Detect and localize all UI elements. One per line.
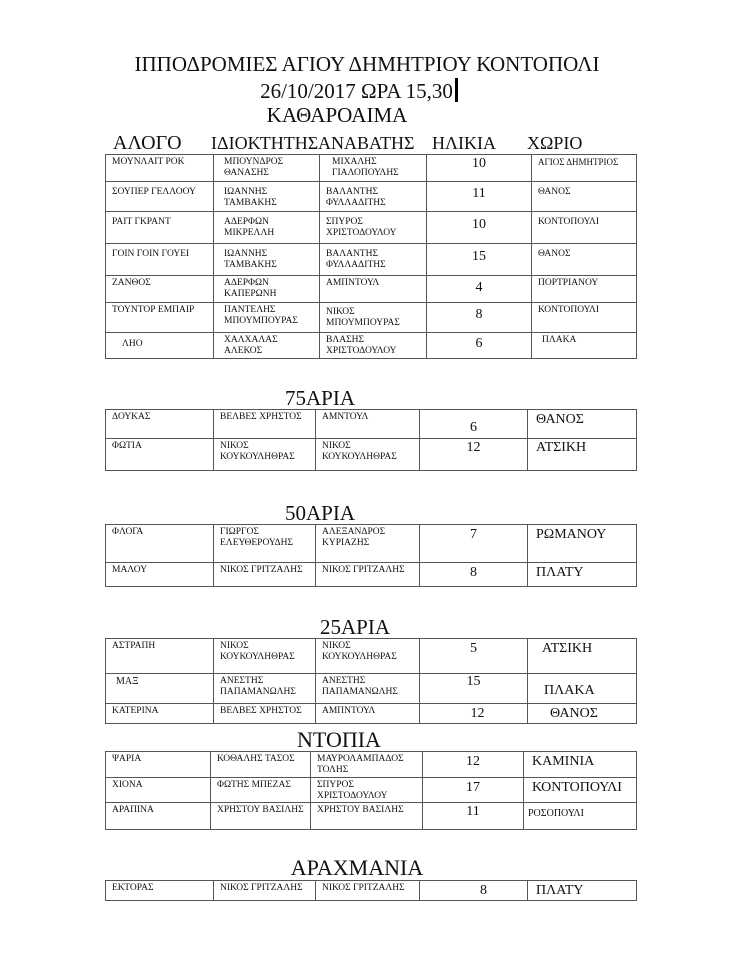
col-header-owner: ΙΔΙΟΚΤΗΤΗΣ <box>211 133 319 153</box>
horse-cell: ΓΟΙΝ ΓΟΙΝ ΓΟΥΕΙ <box>106 244 214 276</box>
rider-cell: ΝΙΚΟΣ ΜΠΟΥΜΠΟΥΡΑΣ <box>320 303 427 333</box>
age-cell: 15 <box>420 674 528 704</box>
village-cell: ΠΛΑΤΥ <box>528 563 637 587</box>
horse-cell: ΜΑΛΟΥ <box>106 563 214 587</box>
rider-cell: ΝΙΚΟΣ ΚΟΥΚΟΥΛΗΘΡΑΣ <box>316 639 420 674</box>
table-50aria <box>105 524 637 587</box>
village-cell: ΠΛΑΤΥ <box>528 881 637 901</box>
col-header-age: ΗΛΙΚΙΑ <box>432 133 497 153</box>
owner-cell: ΜΠΟΥΝΔΡΟΣ ΘΑΝΑΣΗΣ <box>214 155 320 182</box>
village-cell: ΑΤΣΙΚΗ <box>528 639 637 674</box>
horse-cell: ΧΙΟΝΑ <box>106 778 211 803</box>
table-row <box>106 639 637 674</box>
owner-cell: ΑΝΕΣΤΗΣ ΠΑΠΑΜΑΝΩΛΗΣ <box>214 674 316 704</box>
rider-cell: ΣΠΥΡΟΣ ΧΡΙΣΤΟΔΟΥΛΟΥ <box>311 778 423 803</box>
col-header-rider: ΑΝΑΒΑΤΗΣ <box>318 133 415 153</box>
rider-cell: ΣΠΥΡΟΣ ΧΡΙΣΤΟΔΟΥΛΟΥ <box>320 212 427 244</box>
text-cursor <box>455 78 458 102</box>
owner-cell: ΒΕΛΒΕΣ ΧΡΗΣΤΟΣ <box>214 704 316 724</box>
village-cell: ΘΑΝΟΣ <box>528 410 637 439</box>
owner-cell: ΓΙΩΡΓΟΣ ΕΛΕΥΘΕΡΟΥΔΗΣ <box>214 525 316 563</box>
village-cell: ΑΓΙΟΣ ΔΗΜΗΤΡΙΟΣ <box>532 155 637 182</box>
owner-cell: ΝΙΚΟΣ ΚΟΥΚΟΥΛΗΘΡΑΣ <box>214 639 316 674</box>
table-row <box>106 704 637 724</box>
table-katharoaima <box>105 154 637 359</box>
owner-cell: ΚΟΘΑΛΗΣ ΤΑΣΟΣ <box>211 752 311 778</box>
owner-cell: ΦΩΤΗΣ ΜΠΕΖΑΣ <box>211 778 311 803</box>
table-row <box>106 439 637 471</box>
rider-cell: ΝΙΚΟΣ ΚΟΥΚΟΥΛΗΘΡΑΣ <box>316 439 420 471</box>
section-title-ntopia: ΝΤΟΠΙΑ <box>297 727 381 752</box>
village-cell: ΚΑΜΙΝΙΑ <box>524 752 637 778</box>
table-row <box>106 276 637 303</box>
age-cell: 17 <box>423 778 524 803</box>
table-row <box>106 525 637 563</box>
table-araxmania <box>105 880 637 901</box>
age-cell: 11 <box>427 182 532 212</box>
horse-cell: ΡΑΙΤ ΓΚΡΑΝΤ <box>106 212 214 244</box>
owner-cell: ΝΙΚΟΣ ΓΡΙΤΖΑΛΗΣ <box>214 881 316 901</box>
table-row <box>106 303 637 333</box>
rider-cell: ΜΙΧΑΛΗΣ ΓΙΑΛΟΠΟΥΛΗΣ <box>320 155 427 182</box>
village-cell: ΡΟΣΟΠΟΥΛΙ <box>524 803 637 830</box>
section-title-25aria: 25ΑΡΙΑ <box>319 615 390 639</box>
age-cell: 15 <box>427 244 532 276</box>
age-cell: 8 <box>420 563 528 587</box>
owner-cell: ΧΡΗΣΤΟΥ ΒΑΣΙΛΗΣ <box>211 803 311 830</box>
age-cell: 12 <box>420 704 528 724</box>
rider-cell: ΒΑΛΑΝΤΗΣ ΦΥΛΛΑΔΙΤΗΣ <box>320 244 427 276</box>
rider-cell: ΜΑΥΡΟΛΑΜΠΑΔΟΣ ΤΟΛΗΣ <box>311 752 423 778</box>
village-cell: ΚΟΝΤΟΠΟΥΛΙ <box>532 303 637 333</box>
owner-cell: ΙΩΑΝΝΗΣ ΤΑΜΒΑΚΗΣ <box>214 244 320 276</box>
rider-cell: ΒΑΛΑΝΤΗΣ ΦΥΛΛΑΔΙΤΗΣ <box>320 182 427 212</box>
age-cell: 10 <box>427 155 532 182</box>
village-cell: ΠΟΡΤΡΙΑΝΟΥ <box>532 276 637 303</box>
horse-cell: ΦΛΟΓΑ <box>106 525 214 563</box>
section-title-75aria: 75ΑΡΙΑ <box>284 386 355 410</box>
age-cell: 5 <box>420 639 528 674</box>
age-cell: 12 <box>423 752 524 778</box>
village-cell: ΠΛΑΚΑ <box>532 333 637 359</box>
rider-cell: ΑΜΝΤΟΥΛ <box>316 410 420 439</box>
table-ntopia <box>105 751 637 830</box>
village-cell: ΠΛΑΚΑ <box>528 674 637 704</box>
table-row <box>106 563 637 587</box>
table-row <box>106 410 637 439</box>
table-25aria <box>105 638 637 724</box>
horse-cell: ΕΚΤΟΡΑΣ <box>106 881 214 901</box>
age-cell: 7 <box>420 525 528 563</box>
village-cell: ΡΩΜΑΝΟΥ <box>528 525 637 563</box>
table-75aria <box>105 409 637 471</box>
table-row <box>106 212 637 244</box>
age-cell: 11 <box>423 803 524 830</box>
rider-cell: ΝΙΚΟΣ ΓΡΙΤΖΑΛΗΣ <box>316 881 420 901</box>
table-row <box>106 244 637 276</box>
owner-cell: ΒΕΛΒΕΣ ΧΡΗΣΤΟΣ <box>214 410 316 439</box>
table-row <box>106 155 637 182</box>
village-cell: ΚΟΝΤΟΠΟΥΛΙ <box>524 778 637 803</box>
horse-cell: ΤΟΥΝΤΟΡ ΕΜΠΑΙΡ <box>106 303 214 333</box>
table-row <box>106 803 637 830</box>
horse-cell: ΜΑΞ <box>106 674 214 704</box>
age-cell: 4 <box>427 276 532 303</box>
table-row <box>106 752 637 778</box>
rider-cell: ΒΛΑΣΗΣ ΧΡΙΣΤΟΔΟΥΛΟΥ <box>320 333 427 359</box>
horse-cell: ΣΟΥΠΕΡ ΓΕΛΛΟΟΥ <box>106 182 214 212</box>
age-cell: 6 <box>420 410 528 439</box>
rider-cell: ΑΝΕΣΤΗΣ ΠΑΠΑΜΑΝΩΛΗΣ <box>316 674 420 704</box>
horse-cell: ΚΑΤΕΡΙΝΑ <box>106 704 214 724</box>
age-cell: 10 <box>427 212 532 244</box>
table-row <box>106 778 637 803</box>
village-cell: ΘΑΝΟΣ <box>528 704 637 724</box>
rider-cell: ΝΙΚΟΣ ΓΡΙΤΖΑΛΗΣ <box>316 563 420 587</box>
date-time-line <box>0 78 728 103</box>
owner-cell: ΙΩΑΝΝΗΣ ΤΑΜΒΑΚΗΣ <box>214 182 320 212</box>
date-time-text: 26/10/2017 ΩΡΑ 15,30 <box>260 79 453 103</box>
village-cell: ΘΑΝΟΣ <box>532 182 637 212</box>
owner-cell: ΠΑΝΤΕΛΗΣ ΜΠΟΥΜΠΟΥΡΑΣ <box>214 303 320 333</box>
village-cell: ΘΑΝΟΣ <box>532 244 637 276</box>
rider-cell: ΑΜΠΝΤΟΥΛ <box>320 276 427 303</box>
page-title: ΙΠΠΟΔΡΟΜΙΕΣ ΑΓΙΟΥ ΔΗΜΗΤΡΙΟΥ ΚΟΝΤΟΠΟΛΙ <box>134 52 600 76</box>
section-title-araxmania: ΑΡΑΧΜΑΝΙΑ <box>290 855 424 880</box>
horse-cell: ΦΩΤΙΑ <box>106 439 214 471</box>
owner-cell: ΑΔΕΡΦΩΝ ΜΙΚΡΕΛΛΗ <box>214 212 320 244</box>
age-cell: 8 <box>427 303 532 333</box>
village-cell: ΚΟΝΤΟΠΟΥΛΙ <box>532 212 637 244</box>
horse-cell: ΨΑΡΙΑ <box>106 752 211 778</box>
horse-cell: ΑΡΑΠΙΝΑ <box>106 803 211 830</box>
horse-cell: ΜΟΥΝΛΑΙΤ ΡΟΚ <box>106 155 214 182</box>
table-row <box>106 182 637 212</box>
col-header-horse: ΑΛΟΓΟ <box>113 132 182 154</box>
table-row <box>106 333 637 359</box>
rider-cell: ΧΡΗΣΤΟΥ ΒΑΣΙΛΗΣ <box>311 803 423 830</box>
age-cell: 8 <box>420 881 528 901</box>
owner-cell: ΑΔΕΡΦΩΝ ΚΑΠΕΡΩΝΗ <box>214 276 320 303</box>
col-header-village: ΧΩΡΙΟ <box>527 133 583 153</box>
category-title-katharoaima: ΚΑΘΑΡΟΑΙΜΑ <box>266 103 408 127</box>
age-cell: 12 <box>420 439 528 471</box>
horse-cell: ΑΣΤΡΑΠΗ <box>106 639 214 674</box>
owner-cell: ΝΙΚΟΣ ΓΡΙΤΖΑΛΗΣ <box>214 563 316 587</box>
village-cell: ΑΤΣΙΚΗ <box>528 439 637 471</box>
horse-cell: ΔΟΥΚΑΣ <box>106 410 214 439</box>
rider-cell: ΑΛΕΞΑΝΔΡΟΣ ΚΥΡΙΑΖΗΣ <box>316 525 420 563</box>
rider-cell: ΑΜΠΝΤΟΥΛ <box>316 704 420 724</box>
table-row <box>106 674 637 704</box>
horse-cell: ΛΗΟ <box>106 333 214 359</box>
table-row <box>106 881 637 901</box>
age-cell: 6 <box>427 333 532 359</box>
section-title-50aria: 50ΑΡΙΑ <box>284 501 355 525</box>
owner-cell: ΝΙΚΟΣ ΚΟΥΚΟΥΛΗΘΡΑΣ <box>214 439 316 471</box>
owner-cell: ΧΑΛΧΑΛΑΣ ΑΛΕΚΟΣ <box>214 333 320 359</box>
horse-cell: ΖΑΝΘΟΣ <box>106 276 214 303</box>
